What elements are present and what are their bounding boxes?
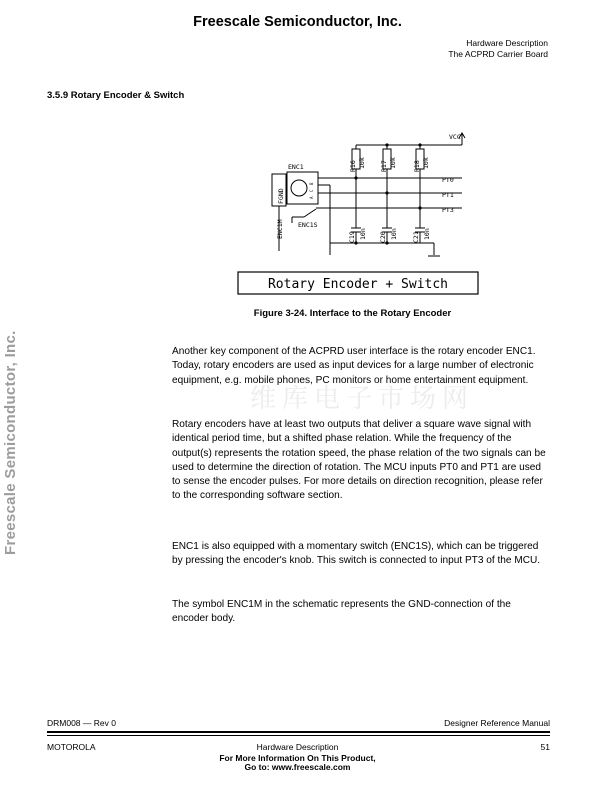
- enc1m-label: ENC1M: [276, 219, 284, 239]
- footer-manual: Designer Reference Manual: [444, 718, 550, 728]
- pt0-label: PT0: [442, 176, 454, 184]
- pin-c-label: C: [309, 189, 314, 192]
- pin-a-label: A: [309, 196, 314, 199]
- body-paragraph-1: Another key component of the ACPRD user interface is the rotary encoder ENC1. Today, rotary encoders are used as input devices for a large number of electronic equipment, e.g. mobile phones, PC monitors or home entertainment equipment.: [172, 346, 536, 386]
- r16-value: 10k: [358, 157, 366, 169]
- footer-rule-thin: [47, 735, 550, 736]
- c20-label: C20: [379, 231, 387, 243]
- pin-b-label: B: [309, 182, 314, 185]
- footer-rule-thick: [47, 731, 550, 733]
- c21-label: C21: [412, 231, 420, 243]
- c20-value: 10n: [390, 228, 398, 240]
- page-banner: Freescale Semiconductor, Inc.: [193, 14, 402, 30]
- switch-contact-icon: [304, 209, 316, 217]
- footer-goto: Go to: www.freescale.com: [244, 762, 351, 772]
- running-header-subsection: The ACPRD Carrier Board: [448, 49, 548, 59]
- footer-doc-id: DRM008 — Rev 0: [47, 718, 116, 728]
- enc1-label: ENC1: [288, 163, 304, 171]
- vcc-label: VCC: [449, 133, 461, 141]
- body-paragraph-4: The symbol ENC1M in the schematic represents the GND-connection of the encoder body.: [172, 599, 511, 625]
- r17-label: R17: [380, 160, 388, 172]
- body-paragraph-2: Rotary encoders have at least two outputs that deliver a square wave signal with identical period time, but a shifted phase relation. While the frequency of the output(s) represents the rotation speed, the phase relation of the two signals can be used to determine the direction of rotation. The MCU inputs PT0 and PT1 are used to sense the encoder pulses. For more details on direction recognition, please refer to the corresponding software section.: [172, 419, 546, 502]
- r16-label: R16: [349, 160, 357, 172]
- c19-label: C19: [348, 231, 356, 243]
- body-paragraph-3: ENC1 is also equipped with a momentary switch (ENC1S), which can be triggered by pressing the encoder's knob. This switch is connected to input PT3 of the MCU.: [172, 541, 541, 567]
- encoder-schematic: [230, 125, 490, 300]
- pt1-label: PT1: [442, 191, 454, 199]
- sidebar-watermark: Freescale Semiconductor, Inc.: [2, 330, 19, 555]
- watermark-cjk: 维库电子市场网: [250, 384, 475, 414]
- c21-value: 10n: [423, 228, 431, 240]
- running-header-section: Hardware Description: [466, 38, 548, 48]
- footer-center: Hardware Description: [256, 742, 339, 752]
- section-heading: 3.5.9 Rotary Encoder & Switch: [47, 90, 185, 101]
- pt3-label: PT3: [442, 206, 454, 214]
- r18-value: 10k: [422, 157, 430, 169]
- footer-company: MOTOROLA: [47, 742, 96, 752]
- footer-more-info: For More Information On This Product,: [219, 753, 376, 763]
- figure-caption: Figure 3-24. Interface to the Rotary Encoder: [253, 308, 452, 319]
- fgnd-label: FGND: [277, 188, 285, 204]
- encoder-knob-icon: [291, 180, 307, 196]
- r17-value: 10k: [389, 157, 397, 169]
- figure-title-box-text: Rotary Encoder + Switch: [267, 277, 449, 292]
- resistor-r18: [416, 145, 424, 208]
- enc1s-label: ENC1S: [298, 221, 318, 229]
- page-number: 51: [540, 742, 550, 752]
- c19-value: 10n: [359, 228, 367, 240]
- r18-label: R18: [413, 160, 421, 172]
